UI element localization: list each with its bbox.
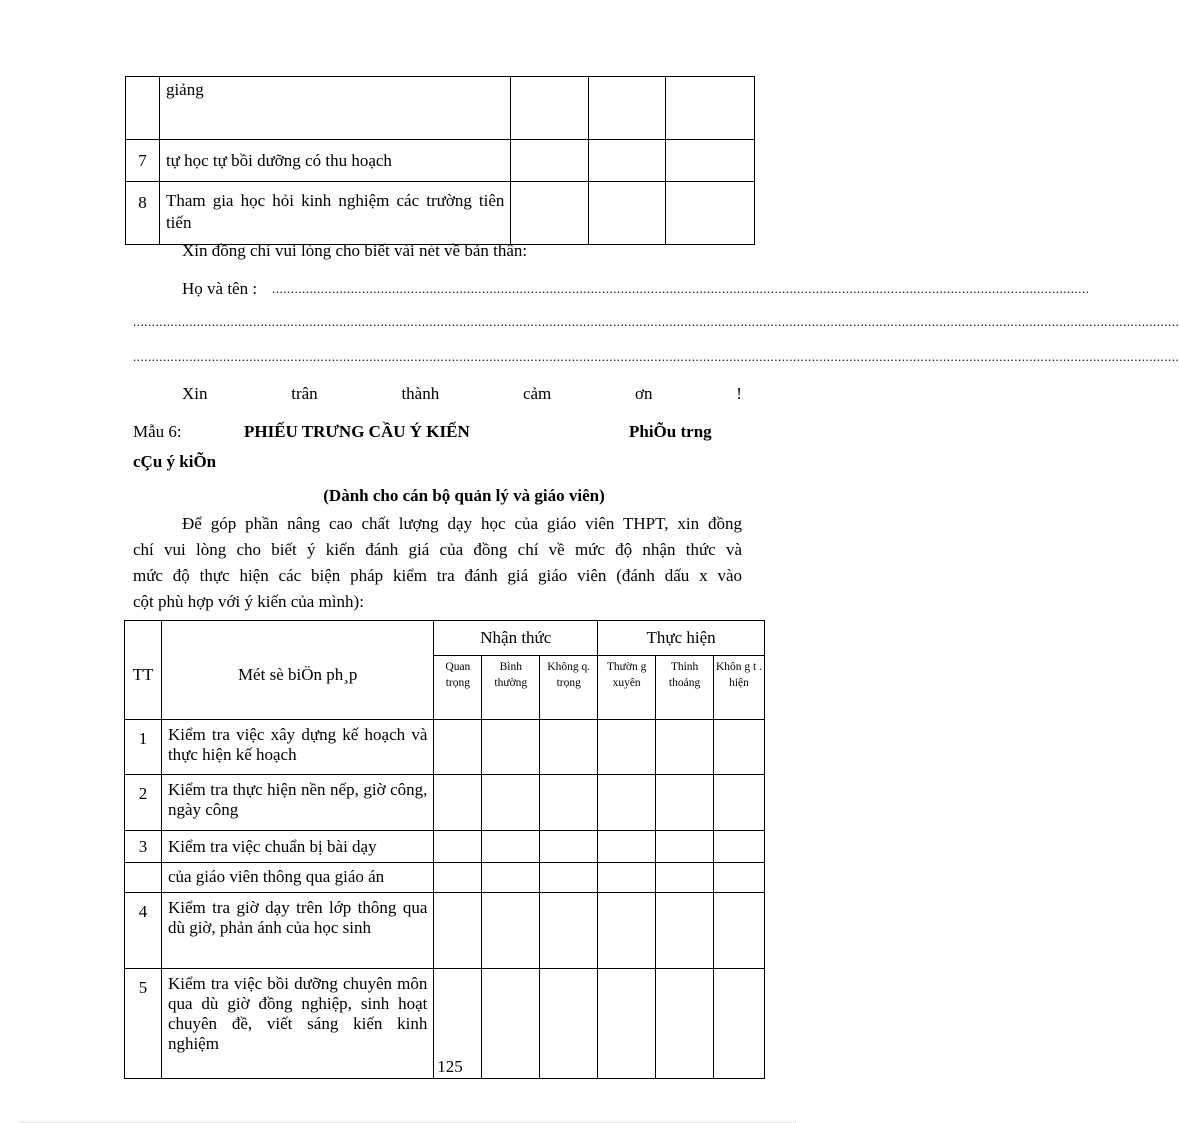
- row-text: Kiểm tra thực hiện nền nếp, giờ công, ngày công: [161, 775, 433, 831]
- thanks-word: ơn: [635, 384, 653, 403]
- check-cell[interactable]: [598, 863, 656, 893]
- check-cell[interactable]: [511, 140, 589, 182]
- check-cell[interactable]: [482, 893, 540, 969]
- row-text: Tham gia học hỏi kinh nghiệm các trường tiên tiến: [159, 182, 510, 245]
- row-text: Kiểm tra giờ dạy trên lớp thông qua dù giờ, phản ánh của học sinh: [161, 893, 433, 969]
- check-cell[interactable]: [714, 893, 765, 969]
- top-criteria-table: [125, 76, 755, 245]
- check-cell[interactable]: [656, 893, 714, 969]
- table-row: [125, 863, 765, 893]
- subcol-header: Quan trọng: [434, 656, 482, 720]
- form-subtitle: (Dành cho cán bộ quản lý và giáo viên): [323, 486, 605, 505]
- awareness-group-header: Nhận thức: [434, 621, 598, 656]
- subcol-header: Thườn g xuyên: [598, 656, 656, 720]
- check-cell[interactable]: [714, 863, 765, 893]
- thanks-word: cảm: [522, 384, 552, 403]
- subcol-header: Khôn g t . hiện: [714, 656, 765, 720]
- row-text: của giáo viên thông qua giáo án: [161, 863, 433, 893]
- check-cell[interactable]: [666, 182, 755, 245]
- check-cell[interactable]: [540, 893, 598, 969]
- subcol-header: Không q. trọng: [540, 656, 598, 720]
- row-number: 4: [125, 893, 162, 969]
- survey-table: [124, 620, 765, 1079]
- row-number: 1: [125, 720, 162, 775]
- row-number: [125, 863, 162, 893]
- name-label: Họ và tên :: [182, 279, 258, 298]
- survey-table-clip: [124, 620, 766, 1053]
- subcol-header: Bình thường: [482, 656, 540, 720]
- table-row: [125, 831, 765, 863]
- thanks-line: [182, 383, 742, 405]
- row-text: Kiểm tra việc bồi dưỡng chuyên môn qua dù giờ đồng nghiệp, sinh hoạt chuyên đề, viết sáng kiến kinh nghiệm: [161, 969, 433, 1079]
- table-row: [126, 182, 755, 245]
- col-measure-header: Mét sè biÖn ph¸p: [161, 621, 433, 720]
- check-cell[interactable]: [589, 182, 666, 245]
- check-cell[interactable]: [511, 182, 589, 245]
- check-cell[interactable]: [666, 77, 755, 140]
- row-text: tự học tự bồi dưỡng có thu hoạch: [159, 140, 510, 182]
- intro-line: Để góp phần nâng cao chất lượng dạy học của giáo viên THPT, xin đồng: [182, 514, 742, 533]
- check-cell[interactable]: [482, 775, 540, 831]
- check-cell[interactable]: [598, 831, 656, 863]
- check-cell[interactable]: [598, 775, 656, 831]
- name-field-dots[interactable]: .......................................................................................................................................................................................................................................................................................: [133, 314, 1179, 329]
- implementation-group-header: Thực hiện: [598, 621, 765, 656]
- table-row: [126, 77, 755, 140]
- table-row: [126, 140, 755, 182]
- col-tt-header: TT: [125, 621, 162, 720]
- check-cell[interactable]: [656, 775, 714, 831]
- page-number: 125: [437, 1057, 463, 1076]
- check-cell[interactable]: [714, 831, 765, 863]
- check-cell[interactable]: [482, 720, 540, 775]
- personal-info-request: Xin đồng chí vui lòng cho biết vài nét về bản thân:: [182, 241, 528, 260]
- row-text: giảng: [159, 77, 510, 140]
- row-number: 8: [126, 182, 160, 245]
- intro-line: chí vui lòng cho biết ý kiến đánh giá của đồng chí về mức độ nhận thức và: [133, 540, 742, 559]
- check-cell[interactable]: [540, 720, 598, 775]
- check-cell[interactable]: [434, 863, 482, 893]
- check-cell[interactable]: [540, 775, 598, 831]
- check-cell[interactable]: [598, 893, 656, 969]
- check-cell[interactable]: [666, 140, 755, 182]
- check-cell[interactable]: [589, 140, 666, 182]
- check-cell[interactable]: [434, 775, 482, 831]
- table-row: [125, 720, 765, 775]
- check-cell[interactable]: [511, 77, 589, 140]
- name-field-dots[interactable]: .......................................................................................................................................................................................................................................................................................: [133, 349, 1179, 364]
- row-number: 3: [125, 831, 162, 863]
- table-row: [125, 893, 765, 969]
- check-cell[interactable]: [434, 893, 482, 969]
- check-cell[interactable]: [482, 831, 540, 863]
- table-row: [125, 775, 765, 831]
- name-field-dots[interactable]: ..........................................................................................................................................................................................................................: [272, 281, 1090, 296]
- check-cell[interactable]: [434, 720, 482, 775]
- check-cell[interactable]: [482, 863, 540, 893]
- row-number: 5: [125, 969, 162, 1079]
- thanks-word: trân: [291, 384, 318, 403]
- subcol-header: Thỉnh thoảng: [656, 656, 714, 720]
- check-cell[interactable]: [714, 720, 765, 775]
- intro-line: cột phù hợp với ý kiến của mình):: [133, 592, 364, 611]
- check-cell[interactable]: [540, 863, 598, 893]
- check-cell[interactable]: [656, 720, 714, 775]
- thanks-word: thành: [401, 384, 440, 403]
- row-text: Kiểm tra việc xây dựng kế hoạch và thực hiện kế hoạch: [161, 720, 433, 775]
- garbled-title-2: cÇu ý kiÕn: [133, 452, 217, 471]
- row-number: 7: [126, 140, 160, 182]
- garbled-title-1: PhiÕu trng: [629, 422, 712, 441]
- row-number: 2: [125, 775, 162, 831]
- form-title: PHIẾU TRƯNG CẦU Ý KIẾN: [244, 422, 470, 441]
- check-cell[interactable]: [434, 831, 482, 863]
- thanks-word: Xin: [182, 384, 208, 403]
- thanks-word: !: [736, 384, 742, 403]
- intro-line: mức độ thực hiện các biện pháp kiểm tra đánh giá giáo viên (đánh dấu x vào: [133, 566, 742, 585]
- row-text: Kiểm tra việc chuẩn bị bài dạy: [161, 831, 433, 863]
- check-cell[interactable]: [656, 863, 714, 893]
- check-cell[interactable]: [656, 831, 714, 863]
- row-number: [126, 77, 160, 140]
- check-cell[interactable]: [714, 775, 765, 831]
- form-label: Mẫu 6:: [133, 422, 182, 441]
- check-cell[interactable]: [540, 831, 598, 863]
- check-cell[interactable]: [589, 77, 666, 140]
- table-header-row: [125, 621, 765, 656]
- check-cell[interactable]: [598, 720, 656, 775]
